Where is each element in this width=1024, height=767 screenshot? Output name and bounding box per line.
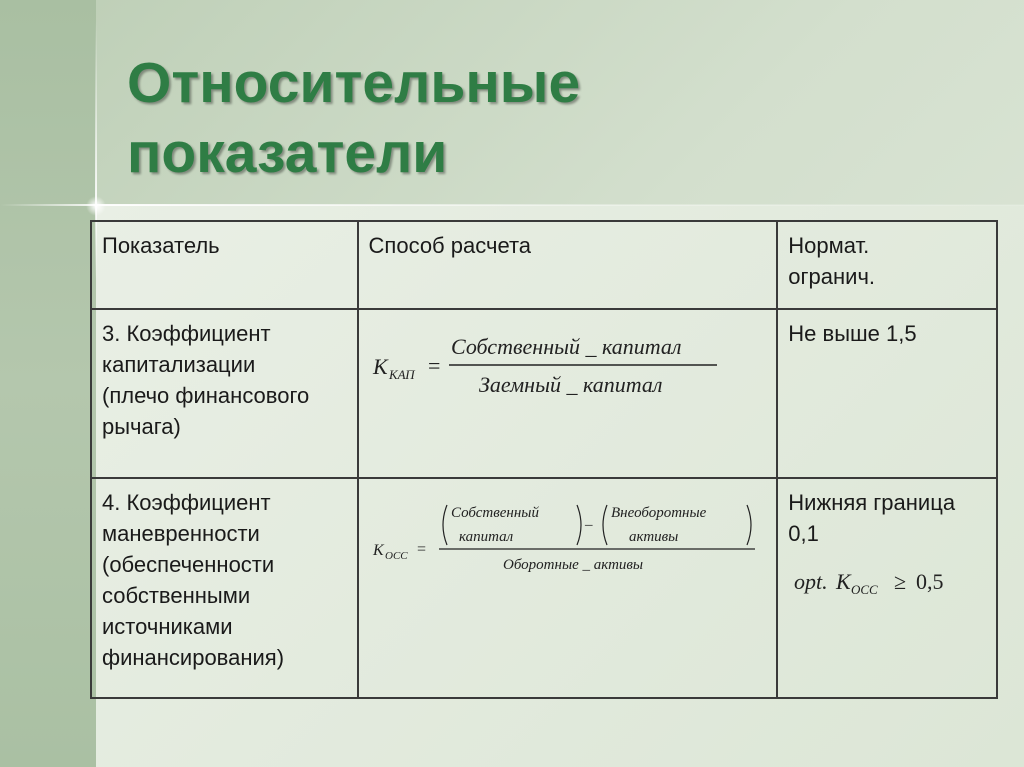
term2-top: Внеоборотные <box>610 505 706 521</box>
slide-title-line1: Относительные <box>127 51 581 115</box>
table-row <box>91 478 997 698</box>
row2-name-line: собственными <box>102 583 251 608</box>
formula-minus: – <box>584 517 593 533</box>
header-norm <box>777 221 997 309</box>
row1-name-line: капитализации <box>102 352 256 377</box>
row2-norm-line: 0,1 <box>788 521 819 546</box>
opt-symbol: K <box>836 569 851 594</box>
row1-name-line: рычага) <box>102 414 181 439</box>
row1-norm <box>777 309 997 478</box>
background-left-band <box>0 0 96 767</box>
formula-symbol: K <box>372 542 384 559</box>
opt-subscript: ОСС <box>851 582 879 597</box>
row2-formula-cell <box>358 478 778 698</box>
header-norm-line2: огранич. <box>788 264 876 289</box>
slide-title-line2: показатели <box>127 121 448 185</box>
capitalization-formula <box>369 318 749 398</box>
row2-name-line: (обеспеченности <box>102 552 275 577</box>
header-method-label: Способ расчета <box>368 233 532 258</box>
term1-bottom: капитал <box>458 529 513 545</box>
decorative-sparkle <box>86 196 106 216</box>
row1-name-line: (плечо финансового <box>102 383 310 408</box>
paren-right <box>747 505 751 545</box>
header-norm-line1: Нормат. <box>788 233 870 258</box>
row2-name-line: 4. Коэффициент <box>102 490 271 515</box>
header-indicator-label: Показатель <box>102 233 220 258</box>
row1-formula-cell <box>358 309 778 478</box>
paren-right <box>577 505 581 545</box>
opt-value: 0,5 <box>916 569 944 594</box>
formula-subscript: КАП <box>388 367 415 382</box>
header-method <box>358 221 778 309</box>
opt-prefix: opt. <box>794 569 828 594</box>
formula-equals: = <box>427 353 440 378</box>
row2-name-line: маневренности <box>102 521 260 546</box>
row1-name-line: 3. Коэффициент <box>102 321 271 346</box>
term1-top: Собственный <box>450 505 539 521</box>
row1-norm-text: Не выше 1,5 <box>788 321 917 346</box>
paren-left <box>443 505 447 545</box>
decorative-horizontal-line <box>0 204 1024 206</box>
table-row <box>91 309 997 478</box>
indicators-table <box>90 220 998 699</box>
formula-denominator: Оборотные _ активы <box>502 557 643 573</box>
table-header-row <box>91 221 997 309</box>
formula-denominator: Заемный _ капитал <box>478 372 662 397</box>
term2-bottom: активы <box>628 529 678 545</box>
maneuverability-formula <box>369 487 759 587</box>
formula-numerator: Собственный _ капитал <box>450 334 682 359</box>
paren-left <box>603 505 607 545</box>
row2-norm-line: Нижняя граница <box>788 490 956 515</box>
formula-equals: = <box>416 541 426 558</box>
optimal-condition-formula <box>794 563 974 599</box>
row2-name-line: источниками <box>102 614 233 639</box>
row2-indicator <box>91 478 358 698</box>
row2-name-line: финансирования) <box>102 645 285 670</box>
formula-symbol: K <box>372 354 388 379</box>
row2-norm <box>777 478 997 698</box>
opt-relation: ≥ <box>894 569 907 594</box>
formula-subscript: ОСС <box>384 550 408 562</box>
row1-indicator <box>91 309 358 478</box>
header-indicator <box>91 221 358 309</box>
slide-title <box>127 48 580 188</box>
